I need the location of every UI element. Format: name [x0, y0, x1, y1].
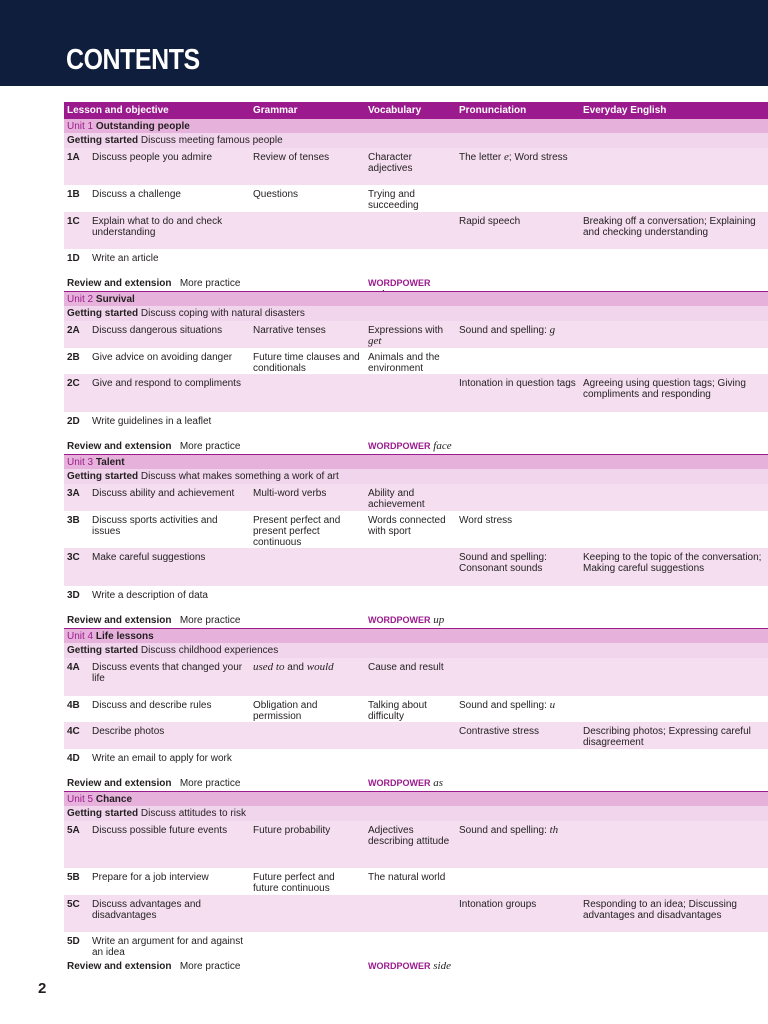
lesson-objective: Discuss possible future events: [92, 825, 228, 836]
header-grammar: Grammar: [253, 105, 298, 116]
lesson-row: [64, 658, 768, 696]
lesson-objective: Prepare for a job interview: [92, 872, 209, 883]
lesson-objective: Discuss events that changed your life: [92, 662, 243, 684]
lesson-row: [64, 484, 768, 511]
review-label: Review and extension: [67, 961, 172, 972]
lesson-row: [64, 374, 768, 412]
lesson-pronunciation: [459, 700, 579, 711]
more-practice: More practice: [179, 278, 241, 289]
lesson-pronunciation: [459, 152, 579, 163]
getting-started: [67, 808, 246, 819]
wordpower: [368, 961, 456, 972]
table-header: [64, 102, 768, 118]
wordpower-word: face: [433, 440, 452, 452]
lesson-code: 1C: [67, 216, 80, 227]
getting-started-objective: Discuss meeting famous people: [140, 135, 283, 146]
pronunciation-text: Sound and spelling: Consonant sounds: [459, 552, 547, 574]
lesson-code: 3C: [67, 552, 80, 563]
pronunciation-text: The letter: [459, 152, 505, 163]
lesson-objective: Describe photos: [92, 726, 165, 737]
getting-started: [67, 308, 305, 319]
getting-started-label: Getting started: [67, 471, 139, 482]
pronunciation-text: Sound and spelling:: [459, 325, 550, 336]
lesson-row: [64, 348, 768, 374]
grammar-text: and: [284, 662, 307, 673]
lesson-everyday-english: Keeping to the topic of the conversation; Making careful suggestions: [583, 552, 762, 574]
review-row: [64, 775, 768, 791]
lesson-objective: Discuss sports activities and issues: [92, 515, 218, 537]
review-label: Review and extension: [67, 441, 172, 452]
lesson-code: 2C: [67, 378, 80, 389]
lesson-code: 5D: [67, 936, 80, 947]
review-extension: [67, 615, 240, 626]
grammar-text: Review of tenses: [253, 152, 330, 163]
unit-heading: [67, 794, 132, 805]
unit-title: Talent: [95, 457, 125, 468]
grammar-text: Multi-word verbs: [253, 488, 327, 499]
unit-number: Unit 3: [67, 457, 94, 468]
lesson-code: 1A: [67, 152, 80, 163]
unit-heading: [67, 631, 154, 642]
getting-started-label: Getting started: [67, 645, 139, 656]
vocabulary-text: Cause and result: [368, 662, 444, 673]
lesson-vocabulary: [368, 515, 456, 537]
pronunciation-text: Word stress: [459, 515, 513, 526]
unit-heading: [67, 294, 135, 305]
lesson-row: [64, 548, 768, 586]
vocabulary-italic: get: [368, 335, 382, 347]
lesson-row: [64, 722, 768, 749]
unit-number: Unit 4: [67, 631, 94, 642]
review-row: [64, 275, 768, 291]
lesson-grammar: [253, 662, 363, 673]
wordpower-label: WORDPOWER: [368, 441, 431, 451]
getting-started-objective: Discuss childhood experiences: [140, 645, 279, 656]
lesson-objective: Discuss ability and achievement: [92, 488, 235, 499]
wordpower-label: WORDPOWER: [368, 778, 431, 788]
lesson-row: [64, 932, 768, 958]
unit-header-row: [64, 291, 768, 306]
lesson-grammar: [253, 488, 363, 499]
lesson-row: [64, 412, 768, 438]
lesson-everyday-english: Agreeing using question tags; Giving compliments and responding: [583, 378, 746, 400]
unit-title: Life lessons: [95, 631, 154, 642]
lesson-code: 4C: [67, 726, 80, 737]
lesson-grammar: [253, 189, 363, 200]
header-pronunciation: Pronunciation: [459, 105, 527, 116]
unit-header-row: [64, 454, 768, 469]
unit-number: Unit 1: [67, 121, 94, 132]
more-practice: More practice: [179, 778, 241, 789]
vocabulary-text: Character adjectives: [368, 152, 413, 174]
lesson-grammar: [253, 152, 363, 163]
pronunciation-text: Contrastive stress: [459, 726, 540, 737]
lesson-pronunciation: [459, 515, 579, 526]
lesson-code: 5B: [67, 872, 80, 883]
title-banner: [0, 0, 768, 86]
lesson-pronunciation: [459, 216, 579, 227]
lesson-objective: Write an email to apply for work: [92, 753, 232, 764]
contents-table: [64, 102, 768, 974]
getting-started: [67, 471, 339, 482]
wordpower-label: WORDPOWER: [368, 278, 431, 288]
review-label: Review and extension: [67, 778, 172, 789]
pronunciation-text: Sound and spelling:: [459, 825, 550, 836]
pronunciation-text-end: ; Word stress: [508, 152, 568, 163]
more-practice: More practice: [179, 441, 241, 452]
lesson-objective: Write a description of data: [92, 590, 208, 601]
more-practice: More practice: [179, 615, 241, 626]
getting-started-label: Getting started: [67, 308, 139, 319]
wordpower-word: as: [433, 777, 444, 789]
vocabulary-text: Animals and the environment: [368, 352, 440, 374]
getting-started-objective: Discuss attitudes to risk: [140, 808, 246, 819]
lesson-objective: Write an argument for and against an idea: [92, 936, 244, 958]
lesson-code: 4D: [67, 753, 80, 764]
lesson-code: 1B: [67, 189, 80, 200]
lesson-code: 2B: [67, 352, 80, 363]
getting-started-label: Getting started: [67, 808, 139, 819]
vocabulary-text: Expressions with: [368, 325, 444, 336]
wordpower-word: up: [433, 614, 445, 626]
getting-started-row: [64, 806, 768, 821]
page-number: 2: [38, 980, 47, 997]
grammar-text: Future time clauses and conditionals: [253, 352, 360, 374]
lesson-row: [64, 749, 768, 775]
lesson-vocabulary: [368, 152, 456, 174]
unit-header-row: [64, 628, 768, 643]
unit-number: Unit 2: [67, 294, 94, 305]
getting-started: [67, 645, 278, 656]
wordpower: [368, 615, 456, 626]
review-extension: [67, 441, 240, 452]
getting-started-objective: Discuss what makes something a work of art: [140, 471, 339, 482]
lesson-row: [64, 511, 768, 548]
lesson-code: 1D: [67, 253, 80, 264]
unit-title: Chance: [95, 794, 133, 805]
getting-started-objective: Discuss coping with natural disasters: [140, 308, 305, 319]
unit-heading: [67, 457, 125, 468]
pronunciation-text: Intonation in question tags: [459, 378, 576, 389]
lesson-vocabulary: [368, 325, 456, 347]
review-row: [64, 958, 768, 974]
lesson-row: [64, 321, 768, 348]
lesson-grammar: [253, 700, 363, 722]
lesson-code: 5A: [67, 825, 80, 836]
pronunciation-text: Rapid speech: [459, 216, 521, 227]
vocabulary-text: Trying and succeeding: [368, 189, 419, 211]
review-row: [64, 612, 768, 628]
review-extension: [67, 278, 240, 289]
getting-started-row: [64, 133, 768, 148]
lesson-row: [64, 586, 768, 612]
lesson-objective: Give advice on avoiding danger: [92, 352, 233, 363]
lesson-objective: Discuss people you admire: [92, 152, 213, 163]
lesson-row: [64, 895, 768, 932]
wordpower-label: WORDPOWER: [368, 615, 431, 625]
lesson-code: 3A: [67, 488, 80, 499]
vocabulary-text: Words connected with sport: [368, 515, 446, 537]
lesson-objective: Discuss dangerous situations: [92, 325, 223, 336]
lesson-code: 2A: [67, 325, 80, 336]
lesson-pronunciation: [459, 899, 579, 910]
review-extension: [67, 778, 240, 789]
header-everyday-english: Everyday English: [583, 105, 667, 116]
lesson-objective: Write an article: [92, 253, 159, 264]
vocabulary-text: The natural world: [368, 872, 446, 883]
vocabulary-text: Ability and achievement: [368, 488, 425, 510]
lesson-vocabulary: [368, 872, 456, 883]
pronunciation-text: Intonation groups: [459, 899, 537, 910]
more-practice: More practice: [179, 961, 241, 972]
grammar-text: Obligation and permission: [253, 700, 318, 722]
getting-started-row: [64, 469, 768, 484]
lesson-row: [64, 148, 768, 185]
lesson-row: [64, 185, 768, 212]
unit-title: Outstanding people: [95, 121, 190, 132]
lesson-row: [64, 821, 768, 868]
wordpower: [368, 778, 456, 789]
lesson-objective: Make careful suggestions: [92, 552, 206, 563]
lesson-grammar: [253, 325, 363, 336]
lesson-vocabulary: [368, 662, 456, 673]
getting-started-label: Getting started: [67, 135, 139, 146]
unit-number: Unit 5: [67, 794, 94, 805]
getting-started: [67, 135, 283, 146]
lesson-grammar: [253, 825, 363, 836]
lesson-everyday-english: Responding to an idea; Discussing advantages and disadvantages: [583, 899, 737, 921]
lesson-code: 2D: [67, 416, 80, 427]
lesson-code: 5C: [67, 899, 80, 910]
lesson-code: 3B: [67, 515, 80, 526]
lesson-pronunciation: [459, 378, 579, 389]
review-label: Review and extension: [67, 615, 172, 626]
lesson-vocabulary: [368, 488, 456, 510]
lesson-everyday-english: Breaking off a conversation; Explaining and checking understanding: [583, 216, 756, 238]
lesson-vocabulary: [368, 700, 456, 722]
lesson-vocabulary: [368, 825, 456, 847]
lesson-vocabulary: [368, 189, 456, 211]
lesson-row: [64, 868, 768, 895]
unit-header-row: [64, 118, 768, 133]
pronunciation-italic: e: [504, 151, 509, 163]
unit-title: Survival: [95, 294, 135, 305]
lesson-everyday-english: Describing photos; Expressing careful disagreement: [583, 726, 751, 748]
page-title: CONTENTS: [66, 44, 200, 76]
lesson-pronunciation: [459, 825, 579, 836]
wordpower: [368, 441, 456, 452]
lesson-objective: Explain what to do and check understanding: [92, 216, 223, 238]
pronunciation-italic: u: [549, 699, 556, 711]
lesson-vocabulary: [368, 352, 456, 374]
lesson-objective: Discuss advantages and disadvantages: [92, 899, 201, 921]
vocabulary-text: Adjectives describing attitude: [368, 825, 450, 847]
pronunciation-text: Sound and spelling:: [459, 700, 550, 711]
grammar-text: Questions: [253, 189, 299, 200]
lesson-row: [64, 212, 768, 249]
lesson-objective: Write guidelines in a leaflet: [92, 416, 212, 427]
lesson-row: [64, 696, 768, 722]
unit-heading: [67, 121, 190, 132]
header-lesson: Lesson and objective: [67, 105, 169, 116]
vocabulary-text: Talking about difficulty: [368, 700, 427, 722]
getting-started-row: [64, 643, 768, 658]
lesson-grammar: [253, 515, 363, 548]
lesson-objective: Discuss and describe rules: [92, 700, 212, 711]
review-label: Review and extension: [67, 278, 172, 289]
lesson-code: 4A: [67, 662, 80, 673]
getting-started-row: [64, 306, 768, 321]
lesson-objective: Give and respond to compliments: [92, 378, 241, 389]
grammar-italic: would: [306, 661, 334, 673]
header-vocabulary: Vocabulary: [368, 105, 422, 116]
lesson-code: 4B: [67, 700, 80, 711]
grammar-text: Present perfect and present perfect continuous: [253, 515, 341, 548]
grammar-text: Narrative tenses: [253, 325, 326, 336]
review-row: [64, 438, 768, 454]
grammar-text: Future probability: [253, 825, 331, 836]
wordpower-label: WORDPOWER: [368, 961, 431, 971]
pronunciation-italic: th: [549, 824, 559, 836]
lesson-pronunciation: [459, 726, 579, 737]
lesson-grammar: [253, 352, 363, 374]
lesson-objective: Discuss a challenge: [92, 189, 181, 200]
review-extension: [67, 961, 240, 972]
lesson-pronunciation: [459, 552, 579, 574]
lesson-code: 3D: [67, 590, 80, 601]
grammar-text: Future perfect and future continuous: [253, 872, 335, 894]
lesson-row: [64, 249, 768, 275]
lesson-grammar: [253, 872, 363, 894]
lesson-pronunciation: [459, 325, 579, 336]
unit-header-row: [64, 791, 768, 806]
pronunciation-italic: g: [549, 324, 556, 336]
grammar-italic: used to: [253, 661, 285, 673]
wordpower-word: side: [433, 960, 452, 972]
